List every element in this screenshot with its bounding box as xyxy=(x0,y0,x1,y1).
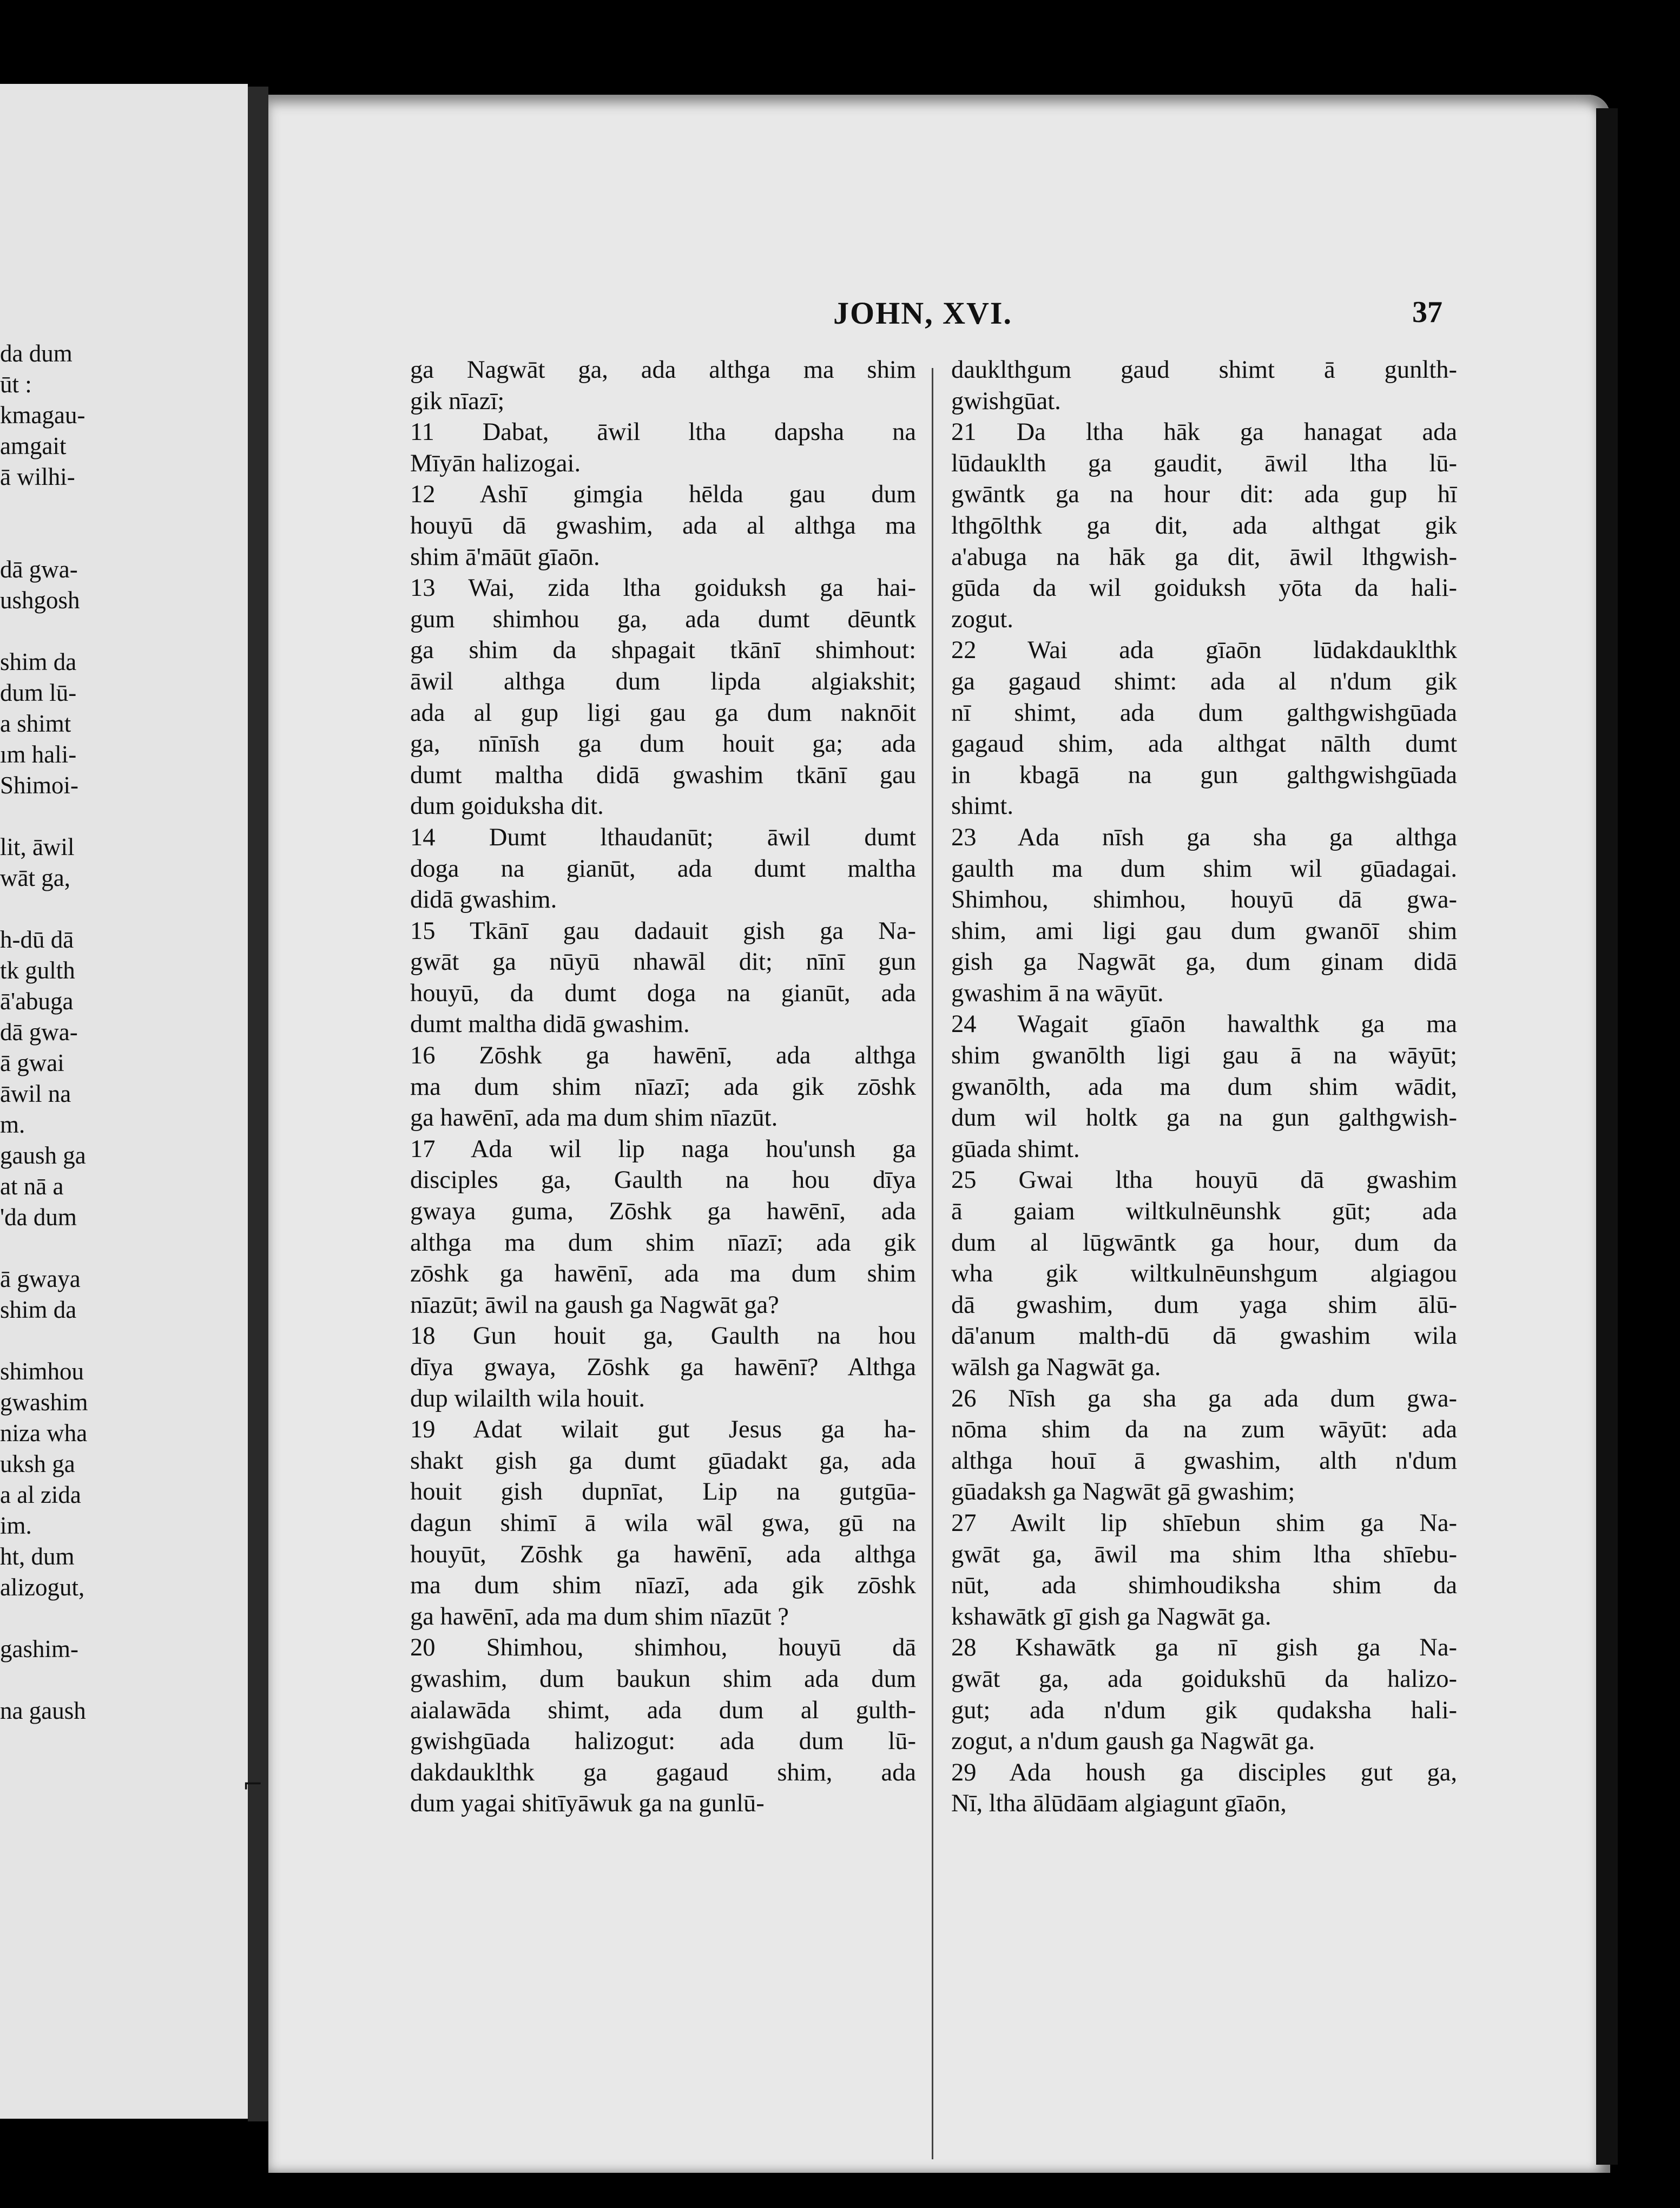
text-fragment: a shimt xyxy=(0,710,71,737)
text-line xyxy=(0,462,116,492)
text-fragment: kmagau- xyxy=(0,402,85,429)
text-line: dakdauklthk ga gagaud shim, ada xyxy=(410,1758,916,1786)
text-line: 18 Gun houit ga, Gaulth na hou xyxy=(410,1322,916,1350)
text-line xyxy=(0,1109,116,1140)
text-line xyxy=(0,1264,116,1294)
text-line: 21 Da ltha hāk ga hanagat ada xyxy=(951,418,1457,446)
text-line: nūt, ada shimhoudiksha shim da xyxy=(951,1572,1457,1600)
text-line xyxy=(0,492,116,523)
text-fragment: ā'abuga xyxy=(0,988,74,1015)
text-line: dīya gwaya, Zōshk ga hawēnī? Althga xyxy=(410,1353,916,1381)
text-line xyxy=(0,1665,116,1696)
text-line: gagaud shim, ada althgat nālth dumt xyxy=(951,730,1457,758)
text-line xyxy=(0,1325,116,1356)
text-line: ga gagaud shimt: ada al n'dum gik xyxy=(951,667,1457,695)
text-line: houyū, da dumt doga na gianūt, ada xyxy=(410,979,916,1007)
text-line: didā gwashim. xyxy=(410,886,557,914)
text-line: shim, ami ligi gau dum gwanōī shim xyxy=(951,917,1457,945)
text-line xyxy=(0,1017,116,1048)
text-line: 23 Ada nīsh ga sha ga althga xyxy=(951,823,1457,851)
text-line: nōma shim da na zum wāyūt: ada xyxy=(951,1416,1457,1444)
text-line: gish ga Nagwāt ga, dum ginam didā xyxy=(951,948,1457,976)
text-fragment: lit, āwil xyxy=(0,833,75,860)
text-line: shim ā'māūt gīaōn. xyxy=(410,543,600,571)
text-line xyxy=(0,1449,116,1480)
text-line: a'abuga na hāk ga dit, āwil lthgwish- xyxy=(951,543,1457,571)
text-line: gwashim ā na wāyūt. xyxy=(951,979,1164,1007)
text-fragment: shimhou xyxy=(0,1358,84,1385)
text-line: dum goiduksha dit. xyxy=(410,792,604,820)
text-line xyxy=(0,1634,116,1665)
text-line: nīazūt; āwil na gaush ga Nagwāt ga? xyxy=(410,1291,779,1319)
text-line xyxy=(0,1079,116,1109)
text-line xyxy=(0,647,116,678)
text-fragment: im. xyxy=(0,1512,32,1539)
text-fragment: niza wha xyxy=(0,1420,88,1447)
text-fragment: h-dū dā xyxy=(0,926,74,953)
text-fragment: dā gwa- xyxy=(0,1018,78,1046)
text-fragment: wāt ga, xyxy=(0,864,70,891)
text-line: Shimhou, shimhou, houyū dā gwa- xyxy=(951,886,1457,914)
text-line xyxy=(0,770,116,801)
left-page-text xyxy=(0,338,116,1726)
text-line: dup wilailth wila houit. xyxy=(410,1384,645,1412)
text-line: disciples ga, Gaulth na hou dīya xyxy=(410,1166,916,1194)
text-line: ga Nagwāt ga, ada althga ma shim xyxy=(410,356,916,384)
text-line: Nī, ltha ālūdāam algiagunt gīaōn, xyxy=(951,1790,1287,1818)
running-header: JOHN, XVI. xyxy=(833,295,1012,331)
text-line xyxy=(0,369,116,400)
text-line xyxy=(0,1541,116,1572)
text-line xyxy=(0,1510,116,1541)
text-line: 17 Ada wil lip naga hou'unsh ga xyxy=(410,1135,916,1163)
text-line: dumt maltha didā gwashim. xyxy=(410,1010,690,1039)
text-line xyxy=(0,1356,116,1387)
text-fragment: na gaush xyxy=(0,1697,86,1724)
text-line: āwil althga dum lipda algiakshit; xyxy=(410,667,916,695)
text-fragment: uksh ga xyxy=(0,1450,75,1477)
text-line xyxy=(0,1202,116,1233)
text-line xyxy=(0,832,116,863)
text-fragment: ushgosh xyxy=(0,587,80,614)
text-line: gwanōlth, ada ma dum shim wādit, xyxy=(951,1073,1457,1101)
text-line: shakt gish ga dumt gūadakt ga, ada xyxy=(410,1447,916,1475)
text-line xyxy=(0,1480,116,1510)
text-line xyxy=(0,1418,116,1449)
text-line xyxy=(0,1294,116,1325)
text-fragment: ā wilhi- xyxy=(0,463,75,490)
text-line: kshawātk gī gish ga Nagwāt ga. xyxy=(951,1602,1271,1631)
text-line xyxy=(0,1233,116,1264)
text-line: 26 Nīsh ga sha ga ada dum gwa- xyxy=(951,1384,1457,1412)
gutter-mark: ⌐ xyxy=(242,1770,263,1799)
text-line xyxy=(0,708,116,739)
text-line: 13 Wai, zida ltha goiduksh ga hai- xyxy=(410,574,916,602)
text-fragment: at nā a xyxy=(0,1173,64,1200)
text-line: zogut, a n'dum gaush ga Nagwāt ga. xyxy=(951,1727,1315,1756)
text-line xyxy=(0,1572,116,1603)
left-page xyxy=(0,84,248,2119)
text-line: dum wil holtk ga na gun galthgwish- xyxy=(951,1104,1457,1132)
text-line: shim gwanōlth ligi gau ā na wāyūt; xyxy=(951,1042,1457,1070)
text-line: ga, nīnīsh ga dum houit ga; ada xyxy=(410,730,916,758)
text-line: gwāt ga, ada goidukshū da halizo- xyxy=(951,1665,1457,1693)
text-line: gwāntk ga na hour dit: ada gup hī xyxy=(951,481,1457,509)
text-line xyxy=(0,893,116,924)
text-line: althga ma dum shim nīazī; ada gik xyxy=(410,1228,916,1257)
text-line xyxy=(0,431,116,462)
text-line: gūadaksh ga Nagwāt gā gwashim; xyxy=(951,1478,1295,1506)
text-fragment: āwil na xyxy=(0,1080,71,1107)
text-fragment: shim da xyxy=(0,1296,77,1323)
page-number: 37 xyxy=(1412,295,1442,329)
text-line xyxy=(0,523,116,554)
text-line: gūda da wil goiduksh yōta da hali- xyxy=(951,574,1457,602)
text-line: 16 Zōshk ga hawēnī, ada althga xyxy=(410,1042,916,1070)
text-line: 15 Tkānī gau dadauit gish ga Na- xyxy=(410,917,916,945)
text-line: gwaya guma, Zōshk ga hawēnī, ada xyxy=(410,1198,916,1226)
text-line: 20 Shimhou, shimhou, houyū dā xyxy=(410,1634,916,1662)
text-line: houit gish dupnīat, Lip na gutgūa- xyxy=(410,1478,916,1506)
text-fragment: alizogut, xyxy=(0,1574,85,1601)
text-line: ā gaiam wiltkulnēunshk gūt; ada xyxy=(951,1198,1457,1226)
text-fragment: ht, dum xyxy=(0,1543,75,1570)
text-line: dum yagai shitīyāwuk ga na gunlū- xyxy=(410,1790,765,1818)
page-edge xyxy=(1596,108,1618,2165)
text-line xyxy=(0,678,116,708)
text-line: houyūt, Zōshk ga hawēnī, ada althga xyxy=(410,1540,916,1568)
text-line: gaulth ma dum shim wil gūadagai. xyxy=(951,855,1457,883)
text-fragment: amgait xyxy=(0,432,67,459)
text-line: dā'anum malth-dū dā gwashim wila xyxy=(951,1322,1457,1350)
text-fragment: 'da dum xyxy=(0,1204,77,1231)
text-line: lthgōlthk ga dit, ada althgat gik xyxy=(951,511,1457,540)
text-line: dum al lūgwāntk ga hour, dum da xyxy=(951,1228,1457,1257)
text-fragment: ā gwai xyxy=(0,1049,64,1076)
text-fragment: ā gwaya xyxy=(0,1265,81,1292)
text-fragment: gwashim xyxy=(0,1389,88,1416)
text-line xyxy=(0,616,116,647)
text-fragment: ūt : xyxy=(0,371,32,398)
text-line: zogut. xyxy=(951,605,1013,633)
text-line: dauklthgum gaud shimt ā gunlth- xyxy=(951,356,1457,384)
text-fragment: Shimoi- xyxy=(0,772,79,799)
text-column-right xyxy=(951,354,1457,1819)
text-line xyxy=(0,1603,116,1634)
text-line xyxy=(0,986,116,1017)
text-line: lūdauklth ga gaudit, āwil ltha lū- xyxy=(951,449,1457,477)
text-line: 11 Dabat, āwil ltha dapsha na xyxy=(410,418,916,446)
text-line xyxy=(0,863,116,893)
text-fragment: dum lū- xyxy=(0,679,77,706)
text-fragment: a al zida xyxy=(0,1481,81,1508)
text-fragment: ım hali- xyxy=(0,741,77,768)
text-line xyxy=(0,924,116,955)
text-line: doga na gianūt, ada dumt maltha xyxy=(410,855,916,883)
text-line: gwishgūada halizogut: ada dum lū- xyxy=(410,1727,916,1756)
text-line: dagun shimī ā wila wāl gwa, gū na xyxy=(410,1509,916,1537)
text-line: dumt maltha didā gwashim tkānī gau xyxy=(410,761,916,789)
text-line xyxy=(0,585,116,616)
text-line: Mīyān halizogai. xyxy=(410,449,581,477)
book-gutter xyxy=(248,87,268,2121)
text-line xyxy=(0,801,116,832)
text-line xyxy=(0,338,116,369)
text-fragment: dā gwa- xyxy=(0,556,78,583)
text-line: gik nīazī; xyxy=(410,387,505,415)
text-line: in kbagā na gun galthgwishgūada xyxy=(951,761,1457,789)
text-line: 27 Awilt lip shīebun shim ga Na- xyxy=(951,1509,1457,1537)
text-line: shimt. xyxy=(951,792,1013,820)
text-line: gum shimhou ga, ada dumt dēuntk xyxy=(410,605,916,633)
text-line: althga houī ā gwashim, alth n'dum xyxy=(951,1447,1457,1475)
text-line: 22 Wai ada gīaōn lūdakdauklthk xyxy=(951,636,1457,665)
text-line: ga hawēnī, ada ma dum shim nīazūt ? xyxy=(410,1602,789,1631)
text-line: 28 Kshawātk ga nī gish ga Na- xyxy=(951,1634,1457,1662)
text-line xyxy=(0,400,116,431)
text-line: ga hawēnī, ada ma dum shim nīazūt. xyxy=(410,1104,778,1132)
text-line: 12 Ashī gimgia hēlda gau dum xyxy=(410,481,916,509)
text-line: gwāt ga nūyū nhawāl dit; nīnī gun xyxy=(410,948,916,976)
text-line xyxy=(0,1696,116,1726)
text-line xyxy=(0,739,116,770)
text-line: ma dum shim nīazī, ada gik zōshk xyxy=(410,1572,916,1600)
text-line: 25 Gwai ltha houyū dā gwashim xyxy=(951,1166,1457,1194)
text-line: wālsh ga Nagwāt ga. xyxy=(951,1353,1161,1381)
text-line: ga shim da shpagait tkānī shimhout: xyxy=(410,636,916,665)
text-line: gwashim, dum baukun shim ada dum xyxy=(410,1665,916,1693)
text-line: gwāt ga, āwil ma shim ltha shīebu- xyxy=(951,1540,1457,1568)
text-line: zōshk ga hawēnī, ada ma dum shim xyxy=(410,1260,916,1288)
text-line: nī shimt, ada dum galthgwishgūada xyxy=(951,699,1457,727)
text-line: 14 Dumt lthaudanūt; āwil dumt xyxy=(410,823,916,851)
text-line xyxy=(0,1171,116,1202)
text-line xyxy=(0,554,116,585)
text-fragment: gashim- xyxy=(0,1635,78,1662)
text-fragment: m. xyxy=(0,1111,25,1138)
text-line: ma dum shim nīazī; ada gik zōshk xyxy=(410,1073,916,1101)
text-line xyxy=(0,1140,116,1171)
text-line: gut; ada n'dum gik qudaksha hali- xyxy=(951,1696,1457,1724)
text-line: houyū dā gwashim, ada al althga ma xyxy=(410,511,916,540)
text-line xyxy=(0,955,116,986)
text-line: gūada shimt. xyxy=(951,1135,1080,1163)
text-line: aialawāda shimt, ada dum al gulth- xyxy=(410,1696,916,1724)
text-fragment: tk gulth xyxy=(0,957,75,984)
text-line: 19 Adat wilait gut Jesus ga ha- xyxy=(410,1416,916,1444)
text-line: 29 Ada housh ga disciples gut ga, xyxy=(951,1758,1457,1786)
text-line xyxy=(0,1048,116,1079)
text-line: ada al gup ligi gau ga dum naknōit xyxy=(410,699,916,727)
text-line: 24 Wagait gīaōn hawalthk ga ma xyxy=(951,1010,1457,1039)
text-column-left xyxy=(410,354,916,1819)
text-line xyxy=(0,1387,116,1418)
column-divider xyxy=(932,368,933,2159)
text-fragment: gaush ga xyxy=(0,1142,86,1169)
text-line: dā gwashim, dum yaga shim ālū- xyxy=(951,1291,1457,1319)
text-fragment: da dum xyxy=(0,340,73,367)
text-line: gwishgūat. xyxy=(951,387,1061,415)
text-fragment: shim da xyxy=(0,648,77,675)
text-line: wha gik wiltkulnēunshgum algiagou xyxy=(951,1260,1457,1288)
